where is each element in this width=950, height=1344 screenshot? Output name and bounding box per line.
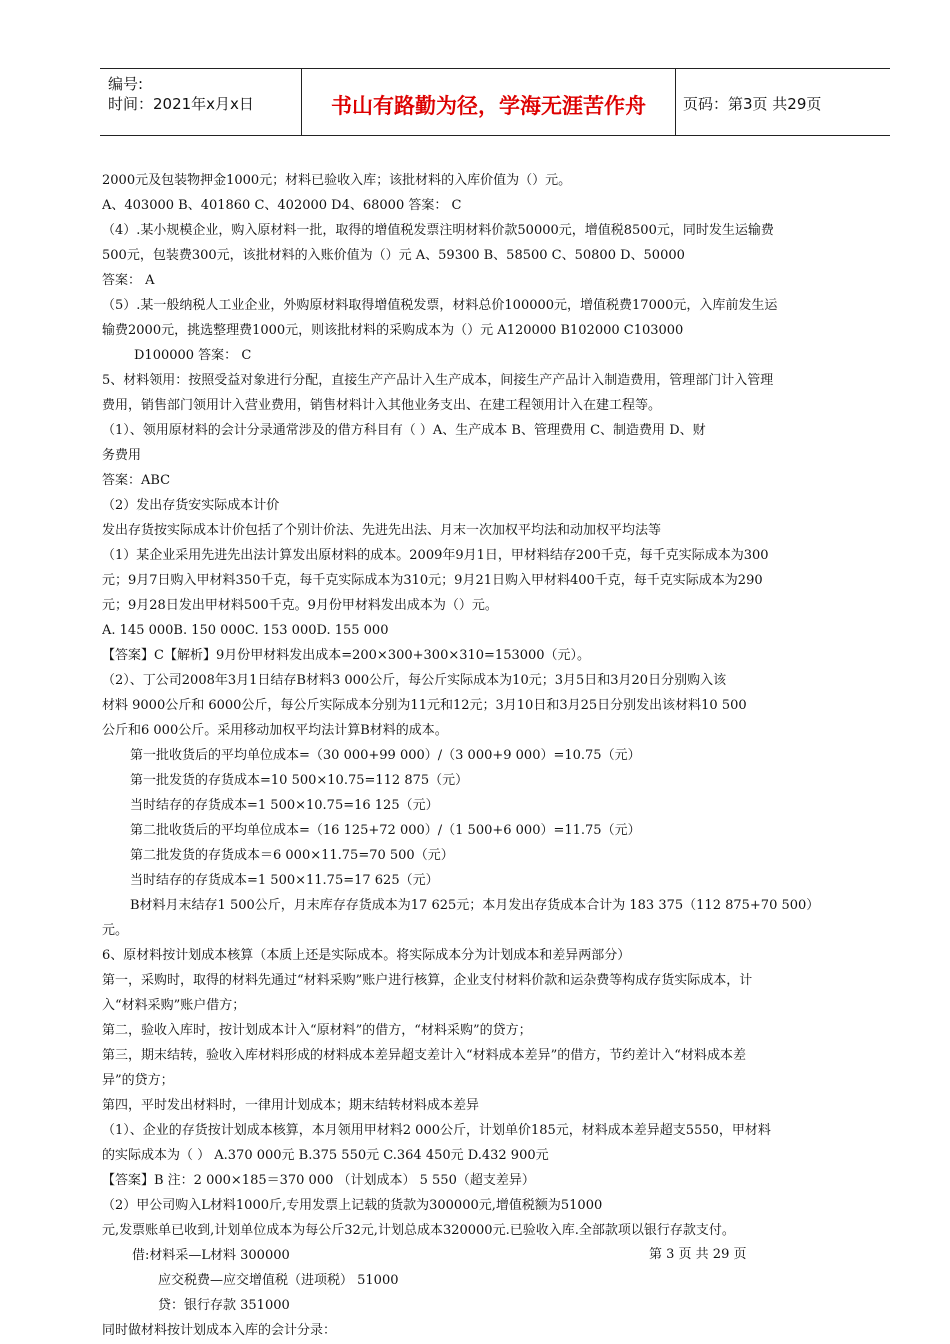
body-text-line: 费用，销售部门领用计入营业费用，销售材料计入其他业务支出、在建工程领用计入在建工程等。 xyxy=(102,398,662,413)
body-text-line: 500元，包装费300元，该批材料的入账价值为（）元 A、59300 B、58500 C、50800 D、50000 xyxy=(102,248,685,263)
body-text-line: 入“材料采购”账户借方； xyxy=(102,998,246,1013)
body-text-line: 5、材料领用：按照受益对象进行分配，直接生产产品计入生产成本，间接生产产品计入制造费用，管理部门计入管理 xyxy=(102,373,774,388)
header-page-cell xyxy=(675,69,890,135)
body-text-line: 答案：ABC xyxy=(102,473,171,488)
body-text-line: 发出存货按实际成本计价包括了个别计价法、先进先出法、月末一次加权平均法和动加权平均法等 xyxy=(102,523,662,538)
header-motto-cell xyxy=(301,69,676,135)
body-text-line: 2000元及包装物押金1000元；材料已验收入库；该批材料的入库价值为（）元。 xyxy=(102,173,572,188)
body-text-line: 元。 xyxy=(102,923,129,938)
body-text-line: 借:材料采—L材料 300000 xyxy=(132,1248,290,1263)
body-text-line: （2）、丁公司2008年3月1日结存B材料3 000公斤，每公斤实际成本为10元；3月5日和3月20日分别购入该 xyxy=(102,673,727,688)
body-text-line: 贷：银行存款 351000 xyxy=(158,1298,290,1313)
document-number-label: 编号: xyxy=(108,75,144,93)
body-text-line: 第二，验收入库时，按计划成本计入“原材料”的借方，“材料采购”的贷方； xyxy=(102,1023,532,1038)
body-text-line: B材料月末结存1 500公斤，月末库存存货成本为17 625元；本月发出存货成本合计为 183 375（112 875+70 500） xyxy=(130,898,820,913)
page-header xyxy=(100,68,890,136)
body-text-line: 第一批收货后的平均单位成本=（30 000+99 000）/（3 000+9 000）=10.75（元） xyxy=(130,748,641,763)
body-text-line: 第二批收货后的平均单位成本=（16 125+72 000）/（1 500+6 000）=11.75（元） xyxy=(130,823,641,838)
body-text-line: 元；9月7日购入甲材料350千克，每千克实际成本为310元；9月21日购入甲材料400千克，每千克实际成本为290 xyxy=(102,573,763,588)
body-text-line: 输费2000元，挑选整理费1000元，则该批材料的采购成本为（）元 A120000 B102000 C103000 xyxy=(102,323,684,338)
body-text-line: 【答案】B 注：2 000×185＝370 000 （计划成本） 5 550（超支差异） xyxy=(102,1173,535,1188)
body-text-line: 异”的贷方； xyxy=(102,1073,174,1088)
body-text-line: 的实际成本为（ ） A.370 000元 B.375 550元 C.364 450元 D.432 900元 xyxy=(102,1148,549,1163)
body-text-line: 当时结存的存货成本=1 500×10.75=16 125（元） xyxy=(130,798,439,813)
body-text-line: 第四，平时发出材料时，一律用计划成本；期末结转材料成本差异 xyxy=(102,1098,480,1113)
body-text-line: 第一，采购时，取得的材料先通过“材料采购”账户进行核算，企业支付材料价款和运杂费等构成存货实际成本，计 xyxy=(102,973,753,988)
body-text-line: 第三，期末结转，验收入库材料形成的材料成本差异超支差计入“材料成本差异”的借方，节约差计入“材料成本差 xyxy=(102,1048,746,1063)
body-text-line: 公斤和6 000公斤。采用移动加权平均法计算B材料的成本。 xyxy=(102,723,448,738)
body-text-line: 材料 9000公斤和 6000公斤，每公斤实际成本分别为11元和12元；3月10日和3月25日分别发出该材料10 500 xyxy=(102,698,747,713)
body-text-line: A、403000 B、401860 C、402000 D4、68000 答案： C xyxy=(102,198,462,213)
body-text-line: 务费用 xyxy=(102,448,142,463)
body-text-line: （2）发出存货安实际成本计价 xyxy=(102,498,280,513)
body-text-line: 第一批发货的存货成本=10 500×10.75=112 875（元） xyxy=(130,773,469,788)
body-text-line: 元,发票账单已收到,计划单位成本为每公斤32元,计划总成本320000元.已验收入库.全部款项以银行存款支付。 xyxy=(102,1223,735,1238)
body-text-line: （2）甲公司购入L材料1000斤,专用发票上记载的货款为300000元,增值税额为51000 xyxy=(102,1198,603,1213)
header-page-number: 页码：第3页 共29页 xyxy=(683,95,822,113)
body-text-line: 元；9月28日发出甲材料500千克。9月份甲材料发出成本为（）元。 xyxy=(102,598,498,613)
body-text-line: D100000 答案： C xyxy=(134,348,252,363)
body-text-line: （5）.某一般纳税人工业企业，外购原材料取得增值税发票，材料总价100000元，增值税费17000元，入库前发生运 xyxy=(102,298,778,313)
body-text-line: 第二批发货的存货成本＝6 000×11.75=70 500（元） xyxy=(130,848,454,863)
document-time-label: 时间：2021年x月x日 xyxy=(108,95,254,113)
body-text-line: 答案： A xyxy=(102,273,155,288)
body-text-line: （1）、企业的存货按计划成本核算，本月领用甲材料2 000公斤，计划单价185元，材料成本差异超支5550，甲材料 xyxy=(102,1123,771,1138)
header-motto: 书山有路勤为径，学海无涯苦作舟 xyxy=(331,94,646,118)
header-meta-cell xyxy=(100,69,300,135)
body-text-line: （1）某企业采用先进先出法计算发出原材料的成本。2009年9月1日，甲材料结存200千克，每千克实际成本为300 xyxy=(102,548,769,563)
body-text-line: （4）.某小规模企业，购入原材料一批，取得的增值税发票注明材料价款50000元，增值税8500元，同时发生运输费 xyxy=(102,223,774,238)
body-text-line: 6、原材料按计划成本核算（本质上还是实际成本。将实际成本分为计划成本和差异两部分） xyxy=(102,948,631,963)
body-text-line: 当时结存的存货成本=1 500×11.75=17 625（元） xyxy=(130,873,439,888)
body-text-line: 同时做材料按计划成本入库的会计分录： xyxy=(102,1323,337,1338)
body-text-line: 应交税费—应交增值税（进项税） 51000 xyxy=(158,1273,399,1288)
document-body xyxy=(102,168,842,1343)
body-text-line: A. 145 000B. 150 000C. 153 000D. 155 000 xyxy=(102,623,389,638)
body-text-line: （1）、领用原材料的会计分录通常涉及的借方科目有（ ）A、生产成本 B、管理费用 C、制造费用 D、财 xyxy=(102,423,706,438)
body-text-line: 【答案】C【解析】9月份甲材料发出成本=200×300+300×310=153000（元）。 xyxy=(102,648,591,663)
footer-page-number: 第 3 页 共 29 页 xyxy=(649,1247,747,1262)
